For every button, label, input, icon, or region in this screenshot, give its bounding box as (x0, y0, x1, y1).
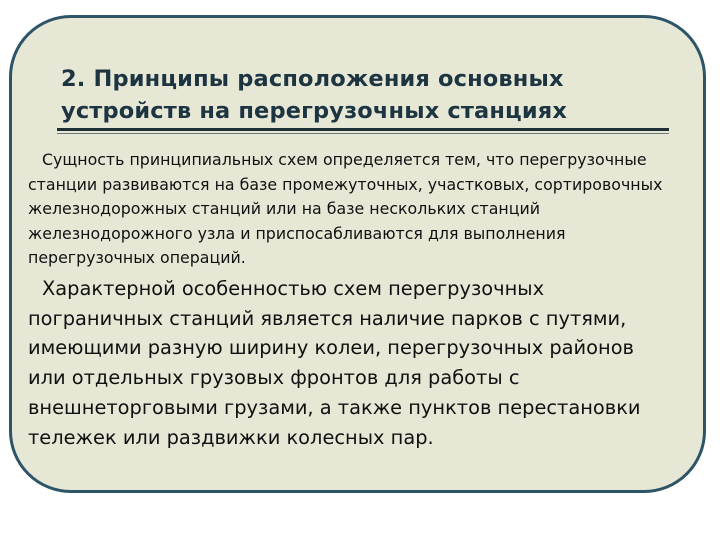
title-underline (57, 128, 669, 131)
slide-title: 2. Принципы расположения основных устройств на перегрузочных станциях (61, 66, 568, 124)
body-paragraph-2: Характерной особенностью схем перегрузочных пограничных станций является наличие парков с путями, имеющими разную ширину колеи, перегрузочных районов или отдельных грузовых фронтов для работы с внешнеторговыми грузами, а также пунктов перестановки тележек или раздвижки колесных пар. (28, 277, 641, 449)
body-paragraph-1: Сущность принципиальных схем определяется тем, что перегрузочные станции развиваются на базе промежуточных, участковых, сортировочных железнодорожных станций или на базе нескольких станций железнодорожного узла и приспосабливаются для выполнения перегрузочных операций. (28, 150, 663, 267)
title-underline-thin (57, 133, 669, 134)
